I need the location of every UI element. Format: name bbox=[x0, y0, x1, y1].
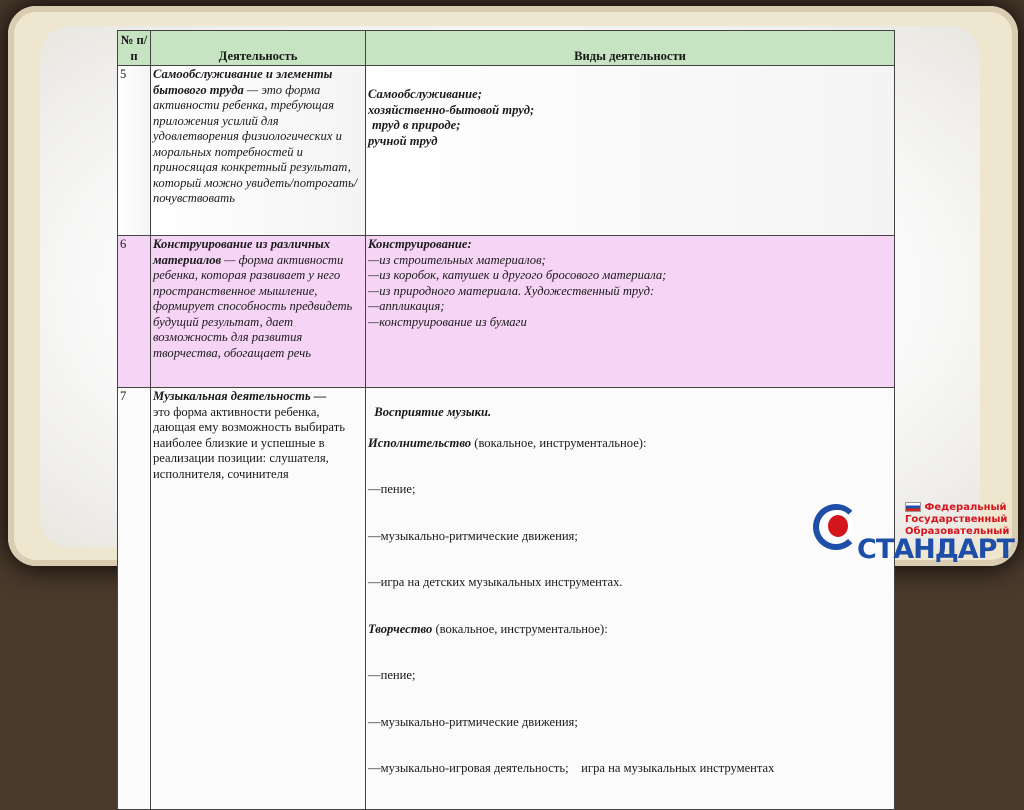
table-row bbox=[118, 388, 895, 810]
russian-flag-icon bbox=[905, 502, 921, 512]
type-item: —музыкально-ритмические движения; bbox=[368, 714, 578, 729]
row-num: 7 bbox=[118, 388, 151, 810]
type-item: —музыкально-ритмические движения; bbox=[368, 528, 578, 543]
perf-note: (вокальное, инструментальное): bbox=[471, 435, 647, 450]
logo-line2: Государственный bbox=[905, 514, 1008, 525]
logo-line1: Федеральный bbox=[924, 502, 1007, 513]
types-title: Восприятие музыки. bbox=[374, 404, 492, 419]
activity-title: Музыкальная деятельность — bbox=[153, 389, 327, 403]
activity-title: Самообслуживание и элементы бытового труда bbox=[153, 67, 333, 97]
type-item: ручной труд bbox=[368, 133, 438, 148]
creat-title: Творчество bbox=[368, 621, 433, 636]
type-item: —аппликация; bbox=[368, 299, 445, 313]
type-item: —из коробок, катушек и другого бросового материала; bbox=[368, 268, 667, 282]
creat-note: (вокальное, инструментальное): bbox=[432, 621, 608, 636]
type-item: —игра на детских музыкальных инструментах. bbox=[368, 575, 623, 589]
type-item: —музыкально-игровая деятельность; игра на музыкальных инструментах bbox=[368, 761, 775, 775]
logo-line3: Образовательный bbox=[905, 526, 1010, 537]
activity-desc: — форма активности ребенка, которая развивает у него пространственное мышление, формирует способность предвидеть будущий результат, дает возможность для развития творчества, обогащает речь bbox=[153, 252, 353, 360]
activity-title: Конструирование из различных материалов bbox=[153, 237, 330, 267]
table-row bbox=[118, 66, 895, 236]
type-item: —из природного материала. Художественный труд: bbox=[368, 283, 655, 298]
header-num: № п/п bbox=[118, 31, 151, 66]
row-types bbox=[366, 66, 895, 236]
header-row bbox=[118, 31, 895, 66]
type-item: хозяйственно-бытовой труд; bbox=[368, 102, 535, 117]
type-item: Самообслуживание; bbox=[368, 87, 482, 101]
activity-desc: — это форма активности ребенка, требующая приложения усилий для удовлетворения физиологических и моральных потребностей и приносящая конкретный результат, который можно увидеть/потрогать/почувствовать bbox=[153, 82, 358, 205]
activities-table bbox=[117, 30, 895, 810]
type-item: —конструирование из бумаги bbox=[368, 314, 527, 329]
types-title: Конструирование: bbox=[368, 237, 472, 251]
row-activity bbox=[151, 388, 366, 810]
row-activity bbox=[151, 236, 366, 388]
activity-desc: это форма активности ребенка, дающая ему возможность выбирать наиболее близкие и успешные в реализации позиции: слушателя, исполнителя, сочинителя bbox=[153, 404, 345, 481]
header-types: Виды деятельности bbox=[366, 31, 895, 66]
logo-text bbox=[905, 502, 1009, 538]
row-types bbox=[366, 236, 895, 388]
logo-brand: СТАНДАРТ bbox=[857, 534, 1014, 565]
row-activity bbox=[151, 66, 366, 236]
row-num: 5 bbox=[118, 66, 151, 236]
table-row bbox=[118, 236, 895, 388]
type-item: труд в природе; bbox=[372, 118, 461, 132]
header-activity: Деятельность bbox=[151, 31, 366, 66]
type-item: —пение; bbox=[368, 482, 416, 496]
logo-c-icon bbox=[823, 510, 853, 542]
row-types bbox=[366, 388, 895, 810]
type-item: —пение; bbox=[368, 668, 416, 682]
row-num: 6 bbox=[118, 236, 151, 388]
fgos-logo bbox=[805, 496, 1014, 566]
type-item: —из строительных материалов; bbox=[368, 252, 546, 267]
perf-title: Исполнительство bbox=[368, 435, 472, 450]
